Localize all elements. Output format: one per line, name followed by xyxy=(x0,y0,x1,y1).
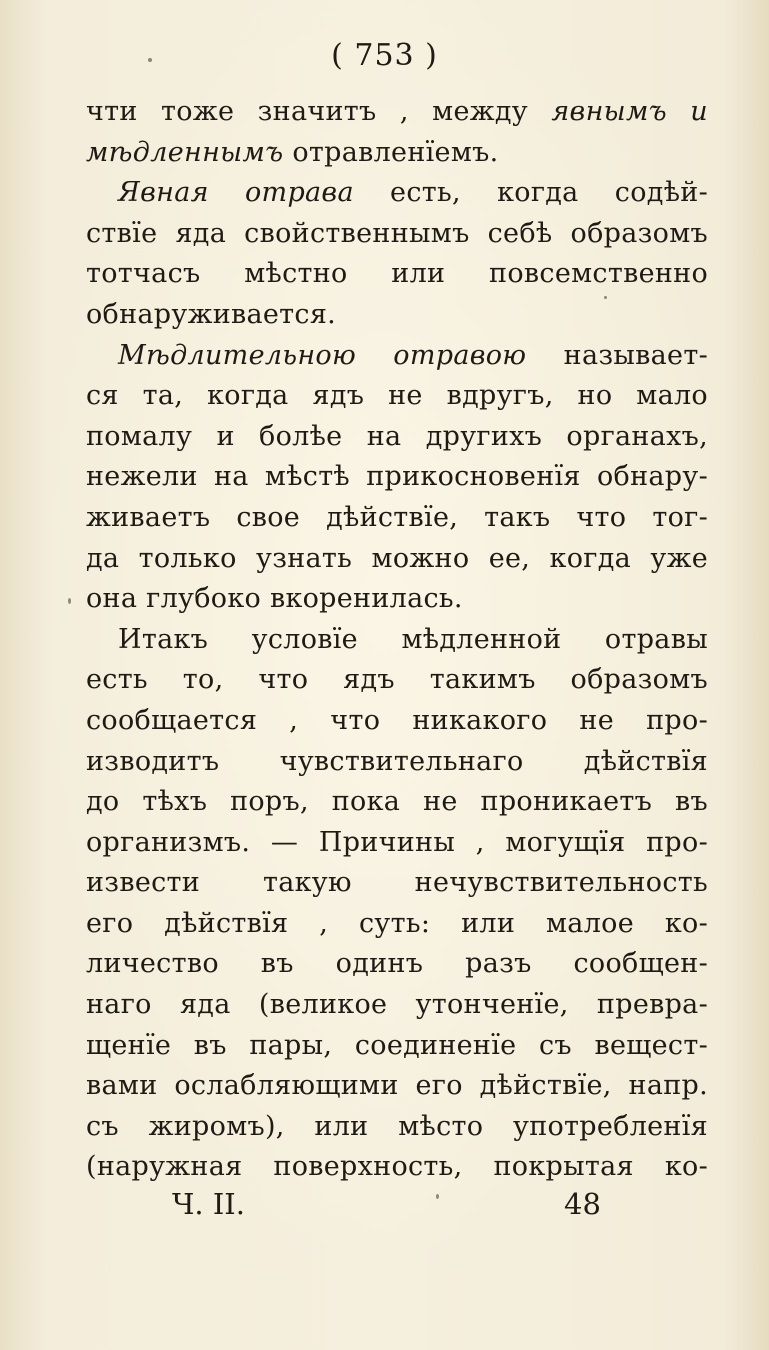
text-line: есть то, что ядъ такимъ образомъ xyxy=(86,664,708,696)
print-speck xyxy=(604,296,607,299)
text-line: помалу и болѣе на другихъ органахъ, xyxy=(86,420,708,452)
text-line: щенïе въ пары, соединенïе съ вещест- xyxy=(86,1029,708,1061)
text-line: ствïе яда свойственнымъ себѣ образомъ xyxy=(86,217,708,249)
text-line: нежели на мѣстѣ прикосновенïя обнару- xyxy=(86,461,708,493)
text-line: тотчасъ мѣстно или повсемственно xyxy=(86,258,708,290)
text-line: живаетъ свое дѣйствïе, такъ что тог- xyxy=(86,501,708,533)
text-line: да только узнать можно ее, когда уже xyxy=(86,542,708,574)
italic-term: Явная отрава xyxy=(118,177,354,209)
text-line: она глубоко вкоренилась. xyxy=(86,583,463,615)
print-speck xyxy=(148,58,152,62)
folio-number: 48 xyxy=(564,1187,601,1221)
signature-mark: Ч. II. xyxy=(172,1187,245,1221)
text-line: изводитъ чувствительнаго дѣйствïя xyxy=(86,745,708,777)
paragraph-start: Итакъ условïе мѣдленной отравы xyxy=(118,623,708,655)
italic-term: явнымъ и xyxy=(551,96,708,127)
italic-term: Мѣдлительною отравою xyxy=(118,339,527,371)
text-line: вами ослабляющими его дѣйствïе, напр. xyxy=(86,1070,708,1102)
paragraph-start: Явная отрава есть, когда содѣй- xyxy=(118,177,708,209)
text-line: ся та, когда ядъ не вдругъ, но мало xyxy=(86,380,708,412)
text-line: личество въ одинъ разъ сообщен- xyxy=(86,948,708,980)
text-line: обнаруживается. xyxy=(86,298,337,330)
text-line: до тѣхъ поръ, пока не проникаетъ въ xyxy=(86,786,708,818)
text-line: мѣдленнымъ отравленïемъ. xyxy=(86,136,499,168)
text-line: чти тоже значитъ , между явнымъ и xyxy=(86,96,708,127)
page-footer xyxy=(0,1187,769,1227)
text-line: сообщается , что никакого не про- xyxy=(86,704,708,736)
text-line: организмъ. — Причины , могущïя про- xyxy=(86,826,708,858)
body-text xyxy=(86,92,708,1188)
text-line: съ жиромъ), или мѣсто употребленïя xyxy=(86,1110,708,1142)
page-number: ( 753 ) xyxy=(331,38,438,73)
text-line: наго яда (великое утонченïе, превра- xyxy=(86,989,708,1021)
text-line: извести такую нечувствительность xyxy=(86,867,708,899)
print-speck xyxy=(436,1194,439,1199)
paragraph-start: Мѣдлительною отравою называет- xyxy=(118,339,708,371)
print-speck xyxy=(68,598,71,604)
text-line: его дѣйствïя , суть: или малое ко- xyxy=(86,907,708,939)
text-line: (наружная поверхность, покрытая ко- xyxy=(86,1151,708,1183)
italic-term: мѣдленнымъ xyxy=(86,136,284,168)
